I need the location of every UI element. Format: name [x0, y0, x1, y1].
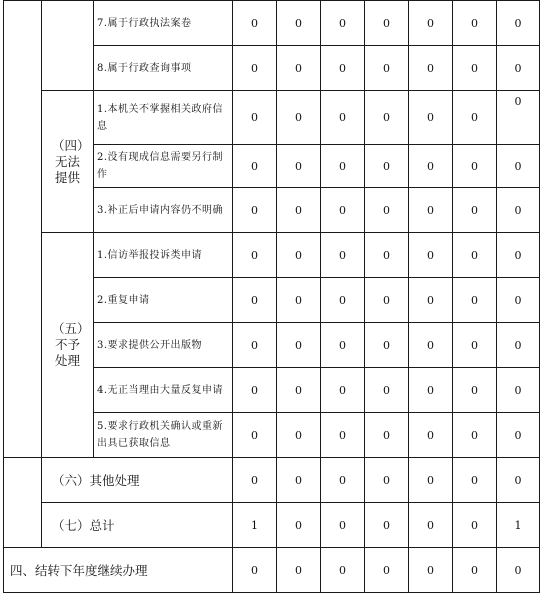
value-cell: 0: [365, 91, 409, 145]
value-cell: 0: [233, 91, 277, 145]
other-handling-label: （六）其他处理: [42, 458, 233, 503]
value-cell: 0: [453, 145, 497, 188]
value-cell: 0: [321, 323, 365, 368]
value-cell: 0: [453, 458, 497, 503]
value-cell: 0: [277, 413, 321, 458]
value-cell: 0: [277, 458, 321, 503]
value-cell: 0: [233, 548, 277, 593]
value-cell: 0: [365, 145, 409, 188]
table-row: [4, 458, 540, 503]
table-row: [4, 91, 540, 145]
value-cell: 0: [409, 145, 453, 188]
value-cell: 0: [321, 278, 365, 323]
value-cell: 0: [321, 458, 365, 503]
value-cell: 0: [453, 188, 497, 233]
value-cell: 0: [365, 233, 409, 278]
value-cell: 0: [497, 323, 540, 368]
value-cell: 0: [321, 368, 365, 413]
value-cell: 0: [409, 323, 453, 368]
value-cell: 0: [365, 503, 409, 548]
value-cell: 0: [365, 458, 409, 503]
value-cell: 0: [409, 548, 453, 593]
value-cell: 0: [453, 1, 497, 46]
value-cell: 0: [409, 503, 453, 548]
value-cell: 0: [277, 188, 321, 233]
value-cell: 0: [409, 458, 453, 503]
value-cell: 0: [277, 503, 321, 548]
row-label: 1.信访举报投诉类申请: [94, 233, 233, 278]
table-row: [4, 503, 540, 548]
value-cell: 0: [321, 233, 365, 278]
value-cell: 0: [365, 188, 409, 233]
value-cell: 0: [277, 323, 321, 368]
value-cell: 0: [365, 548, 409, 593]
value-cell: 0: [233, 323, 277, 368]
total-label: （七）总计: [42, 503, 233, 548]
value-cell: 0: [497, 1, 540, 46]
value-cell: 0: [365, 368, 409, 413]
row-label: 3.要求提供公开出版物: [94, 323, 233, 368]
table-row: [4, 233, 540, 278]
value-cell: 0: [321, 91, 365, 145]
value-cell: 0: [321, 145, 365, 188]
value-cell: 0: [233, 1, 277, 46]
value-cell: 1: [497, 503, 540, 548]
value-cell: 0: [277, 278, 321, 323]
value-cell: 0: [409, 91, 453, 145]
value-cell: 0: [409, 46, 453, 91]
outer-blank-cell: [4, 458, 42, 548]
carry-over-label: 四、结转下年度继续办理: [4, 548, 233, 593]
disclosure-stats-table: [3, 0, 540, 593]
value-cell: 0: [453, 413, 497, 458]
value-cell: 0: [409, 1, 453, 46]
value-cell: 0: [453, 548, 497, 593]
value-cell: 0: [497, 46, 540, 91]
value-cell: 0: [321, 188, 365, 233]
value-cell: 0: [277, 548, 321, 593]
value-cell: 0: [409, 278, 453, 323]
value-cell: 0: [321, 503, 365, 548]
value-cell: 0: [233, 188, 277, 233]
row-label: 7.属于行政执法案卷: [94, 1, 233, 46]
value-cell: 0: [365, 1, 409, 46]
value-cell: 0: [453, 46, 497, 91]
value-cell: 0: [453, 503, 497, 548]
value-cell: 0: [321, 1, 365, 46]
outer-blank-cell: [4, 1, 42, 458]
row-label: 2.重复申请: [94, 278, 233, 323]
value-cell: 0: [453, 91, 497, 145]
value-cell: 0: [233, 145, 277, 188]
value-cell: 0: [321, 413, 365, 458]
value-cell: 0: [233, 278, 277, 323]
value-cell: 0: [497, 368, 540, 413]
value-cell: 0: [497, 413, 540, 458]
row-label: 5.要求行政机关确认或重新出具已获取信息: [94, 413, 233, 458]
value-cell: 0: [277, 1, 321, 46]
value-cell: 0: [497, 548, 540, 593]
table-row: [4, 548, 540, 593]
row-label: 2.没有现成信息需要另行制作: [94, 145, 233, 188]
value-cell: 0: [233, 458, 277, 503]
value-cell: 0: [277, 368, 321, 413]
value-cell: 0: [453, 368, 497, 413]
value-cell: 0: [233, 46, 277, 91]
row-label: 1.本机关不掌握相关政府信息: [94, 91, 233, 145]
value-cell: 0: [365, 46, 409, 91]
value-cell: 0: [277, 145, 321, 188]
value-cell: 0: [277, 91, 321, 145]
value-cell: 0: [277, 233, 321, 278]
group-label-not-processed: （五）不予处理: [42, 233, 94, 458]
value-cell: 0: [453, 278, 497, 323]
value-cell: 0: [453, 233, 497, 278]
value-cell: 0: [497, 145, 540, 188]
row-label: 8.属于行政查询事项: [94, 46, 233, 91]
value-cell: 0: [497, 188, 540, 233]
value-cell: 0: [453, 323, 497, 368]
value-cell: 0: [321, 46, 365, 91]
table-row: [4, 1, 540, 46]
value-cell: 0: [365, 413, 409, 458]
value-cell: 0: [409, 188, 453, 233]
value-cell: 0: [409, 368, 453, 413]
value-cell: 0: [233, 233, 277, 278]
group-label-unavailable: （四）无法提供: [42, 91, 94, 233]
value-cell: 0: [233, 368, 277, 413]
value-cell: 0: [497, 458, 540, 503]
row-label: 4.无正当理由大量反复申请: [94, 368, 233, 413]
group-continued-cell: [42, 1, 94, 91]
value-cell: 0: [233, 413, 277, 458]
value-cell: 0: [409, 233, 453, 278]
value-cell: 1: [233, 503, 277, 548]
value-cell: 0: [497, 278, 540, 323]
value-cell: 0: [497, 91, 540, 145]
value-cell: 0: [497, 233, 540, 278]
value-cell: 0: [321, 548, 365, 593]
value-cell: 0: [277, 46, 321, 91]
value-cell: 0: [365, 278, 409, 323]
row-label: 3.补正后申请内容仍不明确: [94, 188, 233, 233]
value-cell: 0: [409, 413, 453, 458]
value-cell: 0: [365, 323, 409, 368]
